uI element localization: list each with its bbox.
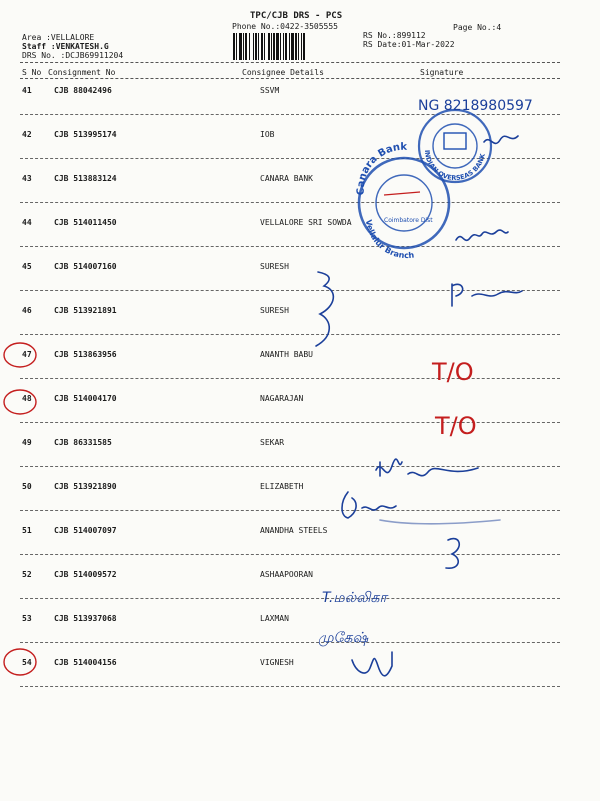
page-number: Page No.:4: [453, 23, 502, 32]
row-consignment: CJB 513921891: [54, 306, 117, 315]
row-divider: [20, 422, 560, 423]
table-row: [0, 80, 600, 124]
table-row: [0, 300, 600, 344]
row-divider: [20, 158, 560, 159]
barcode-image: [232, 33, 358, 60]
table-row: [0, 256, 600, 300]
row-consignee: SURESH: [260, 262, 289, 271]
table-row: [0, 124, 600, 168]
row-consignment: CJB 514009572: [54, 570, 117, 579]
handwriting-row47: T/O: [432, 358, 474, 386]
row-divider: [20, 598, 560, 599]
row-divider: [20, 642, 560, 643]
column-header-divider: [20, 78, 560, 79]
row-consignment: CJB 88042496: [54, 86, 112, 95]
row-consignment: CJB 513883124: [54, 174, 117, 183]
row-sno: 54: [22, 658, 32, 667]
row-sno: 47: [22, 350, 32, 359]
row-sno: 43: [22, 174, 32, 183]
row-consignee: VELLALORE SRI SOWDA: [260, 218, 352, 227]
row-consignment: CJB 514011450: [54, 218, 117, 227]
row-sno: 53: [22, 614, 32, 623]
row-divider: [20, 246, 560, 247]
table-row: [0, 608, 600, 652]
canara-stamp-branch: Vellalur Branch: [363, 218, 415, 261]
row-consignment: CJB 513921890: [54, 482, 117, 491]
handwriting-row48: T/O: [435, 412, 477, 440]
row-consignment: CJB 514004170: [54, 394, 117, 403]
column-header-signature: Signature: [420, 68, 464, 77]
row-consignee: ELIZABETH: [260, 482, 304, 491]
canara-stamp-title: Canara Bank: [355, 141, 408, 196]
document-title: TPC/CJB DRS - PCS: [250, 11, 343, 21]
row-divider: [20, 334, 560, 335]
row-sno: 45: [22, 262, 32, 271]
row-divider: [20, 510, 560, 511]
handwriting-row52: T.மல்லிகா: [322, 590, 387, 606]
row-consignment: CJB 513863956: [54, 350, 117, 359]
column-header-sno: S No: [22, 68, 42, 77]
row-consignment: CJB 86331585: [54, 438, 112, 447]
row-consignment: CJB 514007097: [54, 526, 117, 535]
drs-number: DRS No. :DCJB69911204: [22, 51, 124, 60]
row-consignment: CJB 513937068: [54, 614, 117, 623]
table-row: [0, 388, 600, 432]
iob-stamp-text: INDIAN OVERSEAS BANK: [422, 149, 487, 183]
table-row: [0, 344, 600, 388]
table-row: [0, 564, 600, 608]
rs-number: RS No.:899112: [363, 31, 426, 40]
row-sno: 50: [22, 482, 32, 491]
staff-field: Staff :VENKATESH.G: [22, 42, 109, 51]
row-consignee: VIGNESH: [260, 658, 294, 667]
phone-number: Phone No.:0422-3505555: [232, 22, 338, 31]
row-divider: [20, 202, 560, 203]
row-consignee: SURESH: [260, 306, 289, 315]
row-consignee: IOB: [260, 130, 275, 139]
table-row: [0, 652, 600, 696]
header-divider: [20, 62, 560, 63]
row-consignee: NAGARAJAN: [260, 394, 304, 403]
row-sno: 51: [22, 526, 32, 535]
row-consignment: CJB 513995174: [54, 130, 117, 139]
row-divider: [20, 378, 560, 379]
area-field: Area :VELLALORE: [22, 33, 95, 42]
row-sno: 46: [22, 306, 32, 315]
handwriting-row53: முகேஷ்: [318, 630, 369, 646]
row-consignee: ANANTH BABU: [260, 350, 313, 359]
row-consignee: SSVM: [260, 86, 280, 95]
row-sno: 41: [22, 86, 32, 95]
row-consignee: LAXMAN: [260, 614, 289, 623]
row-divider: [20, 114, 560, 115]
row-sno: 49: [22, 438, 32, 447]
row-divider: [20, 290, 560, 291]
table-row: [0, 432, 600, 476]
table-row: [0, 476, 600, 520]
table-row: [0, 212, 600, 256]
row-consignee: CANARA BANK: [260, 174, 313, 183]
row-divider: [20, 686, 560, 687]
canara-stamp-city: Coimbatore Dist: [384, 217, 433, 224]
row-divider: [20, 466, 560, 467]
row-consignee: SEKAR: [260, 438, 285, 447]
table-row: [0, 520, 600, 564]
row-sno: 48: [22, 394, 32, 403]
column-header-consignee: Consignee Details: [242, 68, 324, 77]
row-consignment: CJB 514007160: [54, 262, 117, 271]
row-consignee: ASHAAPOORAN: [260, 570, 313, 579]
row-sno: 52: [22, 570, 32, 579]
rs-date: RS Date:01-Mar-2022: [363, 40, 455, 49]
handwriting-row41: NG 8218980597: [418, 98, 533, 114]
row-sno: 42: [22, 130, 32, 139]
row-sno: 44: [22, 218, 32, 227]
row-divider: [20, 554, 560, 555]
column-header-consignment: Consignment No: [48, 68, 116, 77]
row-consignee: ANANDHA STEELS: [260, 526, 328, 535]
row-consignment: CJB 514004156: [54, 658, 117, 667]
table-row: [0, 168, 600, 212]
